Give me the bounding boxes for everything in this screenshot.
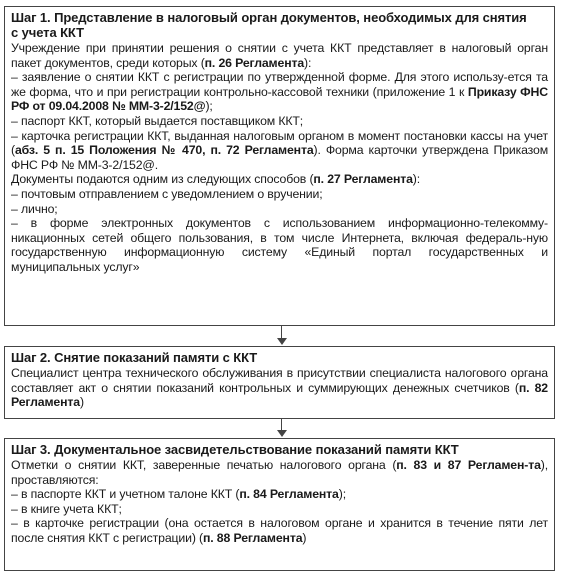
step-1-methods-intro <box>11 172 548 187</box>
step-1-title-line-1: Шаг 1. Представление в налоговый орган документов, необходимых для снятия <box>11 10 527 25</box>
arrow-down-icon <box>277 326 287 346</box>
step-1-method-personal: – лично; <box>11 201 58 216</box>
step-1-item-application-end: ); <box>205 99 213 114</box>
step-1-intro <box>11 41 548 70</box>
step-2-text <box>11 366 548 410</box>
step-3-intro <box>11 458 548 487</box>
step-3-item-passport <box>11 487 548 502</box>
step-1-item-card-end: ). Форма карточки утверждена Приказом ФНС РФ № ММ-3-2/152@. <box>11 143 548 172</box>
step-1-item-card-ref: абз. 5 п. 15 Положения № 470, п. 72 Регламента <box>14 143 314 158</box>
step-3-item-card-text: – в карточке регистрации (она остается в налоговом органе и хранится в течение пяти лет после снятия ККТ с регистрации) ( <box>11 516 548 545</box>
step-3-intro-text: Отметки о снятии ККТ, заверенные печатью налогового органа ( <box>11 458 397 472</box>
step-1-methods-intro-end: ): <box>412 172 421 187</box>
step-3-item-passport-end: ); <box>338 487 346 502</box>
step-1-intro-ref: п. 26 Регламента <box>204 55 305 70</box>
arrow-head <box>277 430 287 437</box>
step-1-item-application <box>11 70 548 114</box>
step-3-item-card <box>11 516 548 545</box>
step-2-title: Шаг 2. Снятие показаний памяти с ККТ <box>11 350 258 365</box>
step-1-item-application-ref: Приказу ФНС РФ от 09.04.2008 № ММ-3-2/152@ <box>11 84 548 114</box>
step-1-box <box>4 6 555 326</box>
step-2-text-ref: п. 82 Регламента <box>11 380 548 410</box>
arrow-head <box>277 338 287 345</box>
step-3-intro-end: ), проставляются: <box>11 458 548 487</box>
step-3-item-passport-ref: п. 84 Регламента <box>239 487 339 502</box>
step-3-item-book: – в книге учета ККТ; <box>11 501 122 516</box>
step-2-text-end: ) <box>79 395 84 410</box>
step-1-title <box>11 10 548 40</box>
step-1-item-card <box>11 129 548 173</box>
step-1-methods-intro-ref: п. 27 Регламента <box>313 172 413 187</box>
step-3-intro-ref: п. 83 и 87 Регламен-та <box>396 458 541 472</box>
step-1-item-application-text: – заявление о снятии ККТ с регистрации по утвержденной форме. Для этого использу-ется та же форма, что и при регистрации контрольно-кассовой техники (приложение 1 к <box>11 70 548 99</box>
arrow-down-icon <box>277 419 287 438</box>
step-1-intro-end: ): <box>304 55 312 70</box>
step-2-text-body: Специалист центра технического обслуживания в присутствии специалиста налогового органа составляет акт о снятии показаний контрольных и суммирующих денежных счетчиков ( <box>11 366 548 395</box>
step-3-title: Шаг 3. Документальное засвидетельствование показаний памяти ККТ <box>11 442 459 457</box>
step-1-intro-text: Учреждение при принятии решения о снятии с учета ККТ представляет в налоговый орган пакет документов, среди которых ( <box>11 41 548 70</box>
step-1-item-card-text: – карточка регистрации ККТ, выданная налоговым органом в момент постановки кассы на учет ( <box>11 128 548 158</box>
step-1-method-electronic: – в форме электронных документов с использованием информационно-телекомму-никационных сетей общего пользования, в том числе Интернета, включая федераль-ную государственную информационную систему «Единый портал государственных и муниципальных услуг» <box>11 216 548 274</box>
step-1-method-mail: – почтовым отправлением с уведомлением о вручении; <box>11 186 323 201</box>
step-3-item-card-end: ) <box>302 530 307 545</box>
step-3-item-passport-text: – в паспорте ККТ и учетном талоне ККТ ( <box>11 487 240 502</box>
step-1-item-passport: – паспорт ККТ, который выдается поставщиком ККТ; <box>11 113 304 128</box>
step-2-box <box>4 346 555 419</box>
step-3-item-card-ref: п. 88 Регламента <box>203 530 303 545</box>
step-1-methods-intro-text: Документы подаются одним из следующих способов ( <box>11 172 314 187</box>
step-1-title-line-2: с учета ККТ <box>11 25 84 40</box>
step-3-box <box>4 438 555 571</box>
